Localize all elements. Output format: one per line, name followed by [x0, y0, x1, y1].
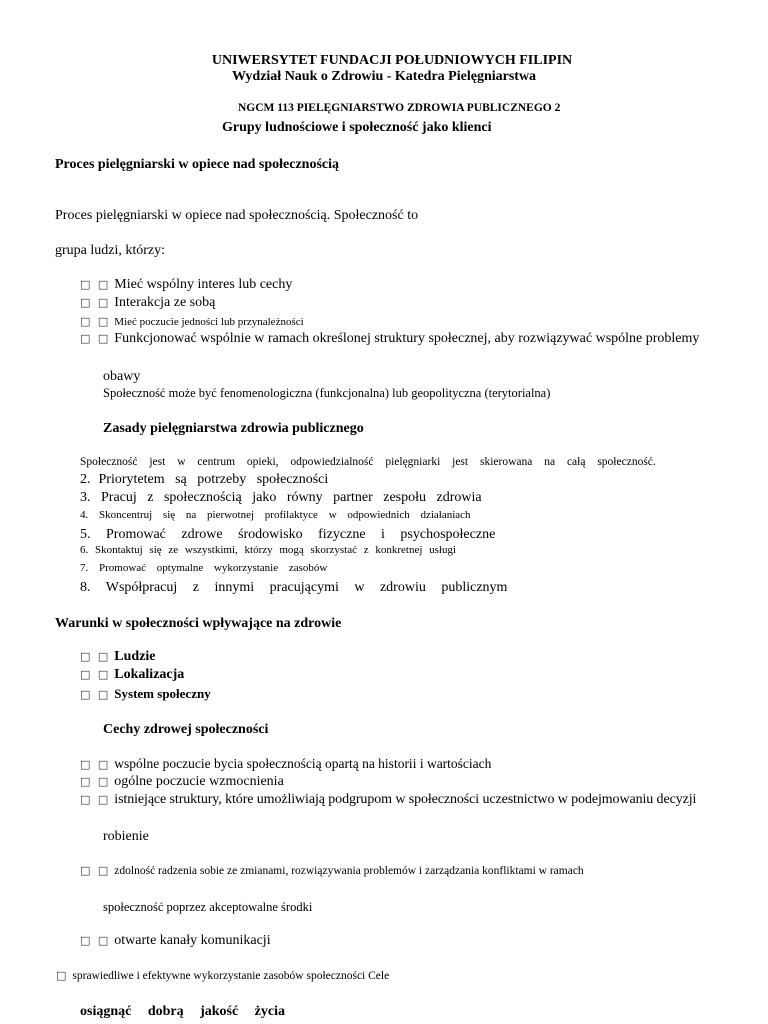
list-item-text: Funkcjonować wspólnie w ramach określonej struktury społecznej, aby rozwiązywać wspólne problemy: [114, 331, 700, 346]
principle-item-7: [80, 563, 327, 574]
checkbox-glyph-icon: □ □: [80, 864, 111, 877]
principle-item-8: [80, 581, 507, 595]
body-text: społeczność poprzez akceptowalne środki: [103, 900, 313, 914]
list-item: [80, 650, 156, 664]
body-text: Społeczność może być fenomenologiczna (funkcjonalna) lub geopolityczna (terytorialna): [103, 386, 551, 400]
principle-number: 8.: [80, 580, 91, 595]
list-item-text: zdolność radzenia sobie ze zmianami, rozwiązywania problemów i zarządzania konfliktami w ramach: [114, 865, 584, 877]
list-item-text: ogólne poczucie wzmocnienia: [114, 774, 284, 789]
checkbox-glyph-icon: □ □: [80, 296, 111, 309]
list-item: [80, 332, 699, 346]
principle-text: Współpracuj z innymi pracującymi w zdrowiu publicznym: [105, 580, 508, 595]
list-item: [80, 793, 696, 807]
principle-number: 5.: [80, 527, 91, 542]
goal-word: życia: [254, 1004, 285, 1019]
list-item: [80, 865, 584, 878]
principle-text: Promować zdrowe środowisko fizyczne i psychospołeczne: [106, 527, 496, 542]
section-heading: Warunki w społeczności wpływające na zdrowie: [55, 616, 342, 631]
list-item-text: sprawiedliwe i efektywne wykorzystanie zasobów społeczności Cele: [72, 970, 390, 982]
list-item-text: Lokalizacja: [114, 667, 185, 682]
section-heading: Zasady pielęgniarstwa zdrowia publicznego: [103, 421, 364, 436]
list-item-text: Mieć poczucie jedności lub przynależności: [114, 316, 304, 328]
checkbox-glyph-icon: □ □: [80, 758, 111, 771]
principle-item-4: [80, 510, 471, 521]
list-item-text: Mieć wspólny interes lub cechy: [114, 277, 293, 292]
list-item-text: otwarte kanały komunikacji: [114, 933, 271, 948]
checkbox-glyph-icon: □ □: [80, 775, 111, 788]
principle-item-5: [80, 528, 495, 542]
goal-line: [80, 1005, 285, 1019]
goal-word: jakość: [200, 1004, 239, 1019]
checkbox-glyph-icon: □: [56, 969, 69, 982]
principle-item-3: [80, 491, 482, 505]
checkbox-glyph-icon: □ □: [80, 278, 111, 291]
list-item: [80, 934, 271, 948]
body-text: Proces pielęgniarski w opiece nad społecznością. Społeczność to: [55, 208, 419, 223]
principle-text: Skoncentruj się na pierwotnej profilaktyce w odpowiednich działaniach: [99, 509, 471, 521]
list-item: [80, 668, 184, 682]
list-item: [80, 278, 292, 292]
faculty-name: Wydział Nauk o Zdrowiu - Katedra Pielęgniarstwa: [231, 69, 537, 84]
checkbox-glyph-icon: □ □: [80, 668, 111, 681]
body-text: obawy: [103, 369, 141, 384]
list-item: [80, 316, 304, 328]
list-item: [56, 970, 389, 983]
principle-item-6: [80, 545, 456, 556]
list-item: [80, 687, 211, 700]
principle-text: Skontaktuj się ze wszystkimi, którzy mogą skorzystać z konkretnej usługi: [95, 544, 457, 556]
principle-item-2: [80, 473, 342, 487]
checkbox-glyph-icon: □ □: [80, 688, 111, 701]
list-item-text: istniejące struktury, które umożliwiają podgrupom w społeczności uczestnictwo w podejmowaniu decyzji: [114, 792, 697, 807]
checkbox-glyph-icon: □ □: [80, 315, 111, 328]
list-item: [80, 757, 491, 771]
body-text: grupa ludzi, którzy:: [55, 243, 166, 258]
list-item: [80, 775, 284, 789]
list-item-text: Ludzie: [114, 649, 156, 664]
principle-number: 4.: [80, 509, 89, 521]
principle-number: 6.: [80, 544, 89, 556]
topic-title: Grupy ludnościowe i społeczność jako klienci: [222, 120, 492, 135]
list-item-text: Interakcja ze sobą: [114, 295, 216, 310]
university-name: UNIWERSYTET FUNDACJI POŁUDNIOWYCH FILIPIN: [211, 53, 573, 68]
goal-word: osiągnąć: [80, 1004, 132, 1019]
list-item-text: wspólne poczucie bycia społecznością opartą na historii i wartościach: [114, 756, 492, 771]
list-item-text: System społeczny: [114, 686, 211, 701]
list-item: [80, 296, 215, 310]
principle-text: Priorytetem są potrzeby społeczności: [98, 472, 329, 487]
principle-text: Promować optymalne wykorzystanie zasobów: [99, 562, 328, 574]
body-text: robienie: [103, 829, 149, 844]
checkbox-glyph-icon: □ □: [80, 650, 111, 663]
checkbox-glyph-icon: □ □: [80, 934, 111, 947]
checkbox-glyph-icon: □ □: [80, 332, 111, 345]
section-heading: Proces pielęgniarski w opiece nad społecznością: [55, 157, 339, 172]
goal-word: dobrą: [147, 1004, 184, 1019]
principle-first: Społeczność jest w centrum opieki, odpowiedzialność pielęgniarki jest skierowana na całą społeczność.: [80, 456, 656, 468]
section-heading: Cechy zdrowej społeczności: [103, 722, 269, 737]
principle-number: 2.: [80, 472, 91, 487]
principle-text: Pracuj z społecznością jako równy partner zespołu zdrowia: [101, 490, 482, 505]
course-title: NGCM 113 PIELĘGNIARSTWO ZDROWIA PUBLICZNEGO 2: [238, 102, 561, 114]
principle-number: 7.: [80, 562, 89, 574]
checkbox-glyph-icon: □ □: [80, 793, 111, 806]
principle-number: 3.: [80, 490, 91, 505]
